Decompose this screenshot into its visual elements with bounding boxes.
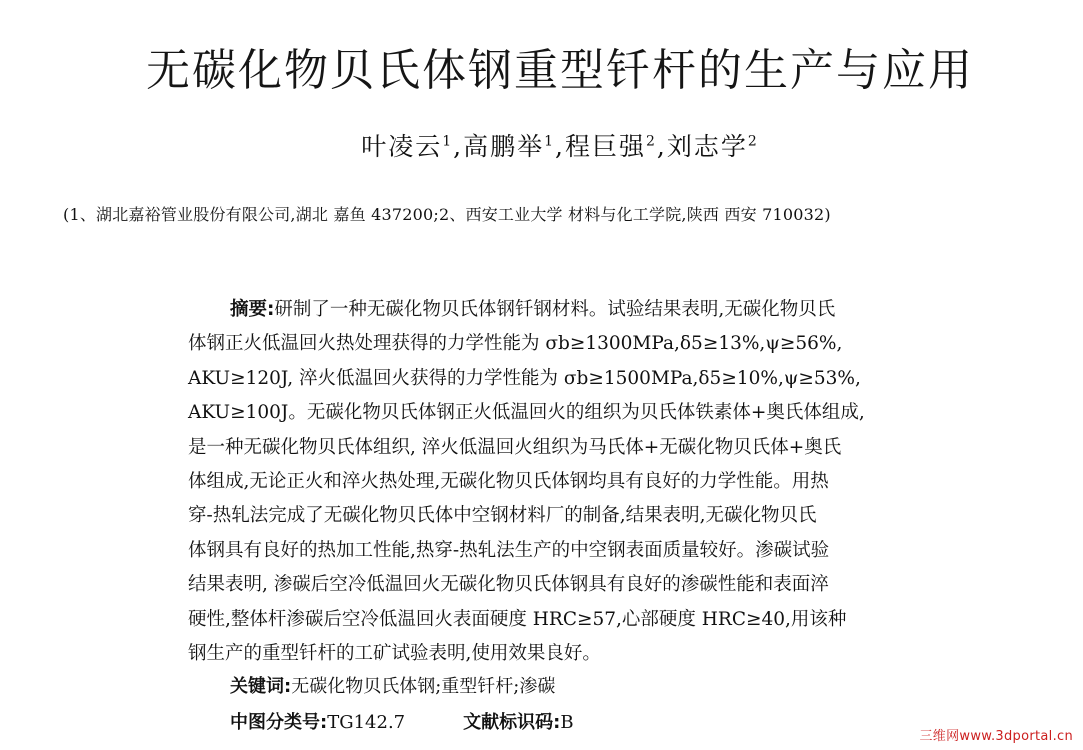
abstract-line: 体组成,无论正火和淬火热处理,无碳化物贝氏体钢均具有良好的力学性能。用热	[188, 471, 829, 493]
author-name: 程巨强	[564, 132, 646, 161]
abstract-line: 穿-热轧法完成了无碳化物贝氏体中空钢材料厂的制备,结果表明,无碳化物贝氏	[188, 505, 817, 527]
author-name: 叶凌云	[361, 132, 443, 161]
author-affiliation-mark: 1	[544, 133, 556, 150]
abstract-line: 结果表明, 渗碳后空冷低温回火无碳化物贝氏体钢具有良好的渗碳性能和表面淬	[188, 574, 829, 596]
classification	[230, 708, 574, 734]
classification-label: 中图分类号:	[230, 712, 328, 733]
author-affiliation-mark: 2	[645, 133, 657, 150]
author-name: 高鹏举	[463, 132, 545, 161]
author-list: 叶凌云$^1$,高鹏举$^1$,程巨强$^2$,刘志学$^2$	[361, 132, 759, 161]
abstract-label: 摘要:	[230, 299, 275, 320]
keywords-label: 关键词:	[230, 676, 292, 697]
document-code-value: B	[560, 712, 574, 733]
abstract-line: AKU≥100J。无碳化物贝氏体钢正火低温回火的组织为贝氏体铁素体+奥氏体组成,	[188, 402, 865, 424]
abstract-line: 体钢具有良好的热加工性能,热穿-热轧法生产的中空钢表面质量较好。渗碳试验	[188, 539, 830, 561]
paper-title: 无碳化物贝氏体钢重型钎杆的生产与应用	[146, 45, 974, 96]
author-name: 刘志学	[666, 132, 748, 161]
abstract-line: 是一种无碳化物贝氏体组织, 淬火低温回火组织为马氏体+无碳化物贝氏体+奥氏	[188, 436, 842, 458]
abstract-text: 研制了一种无碳化物贝氏体钢钎钢材料。试验结果表明,无碳化物贝氏	[274, 299, 836, 320]
abstract-line: AKU≥120J, 淬火低温回火获得的力学性能为 σb≥1500MPa,δ5≥10%,ψ≥53%,	[188, 367, 861, 389]
abstract-line	[188, 293, 948, 327]
abstract-line: 钢生产的重型钎杆的工矿试验表明,使用效果良好。	[188, 643, 601, 665]
abstract-line: 硬性,整体杆渗碳后空冷低温回火表面硬度 HRC≥57,心部硬度 HRC≥40,用该种	[188, 608, 847, 630]
keywords	[230, 672, 555, 698]
keywords-value: 无碳化物贝氏体钢;重型钎杆;渗碳	[291, 676, 556, 697]
author-affiliation-mark: 2	[747, 133, 759, 150]
abstract-line: 体钢正火低温回火热处理获得的力学性能为 σb≥1300MPa,δ5≥13%,ψ≥56%,	[188, 333, 843, 355]
affiliations: (1、湖北嘉裕管业股份有限公司,湖北 嘉鱼 437200;2、西安工业大学 材料与化工学院,陕西 西安 710032)	[63, 205, 831, 224]
abstract	[188, 293, 948, 671]
document-code-label: 文献标识码:	[463, 712, 561, 733]
watermark-text: 三维网www.3dportal.cn	[919, 729, 1073, 744]
classification-value: TG142.7	[327, 712, 406, 733]
author-affiliation-mark: 1	[442, 133, 454, 150]
